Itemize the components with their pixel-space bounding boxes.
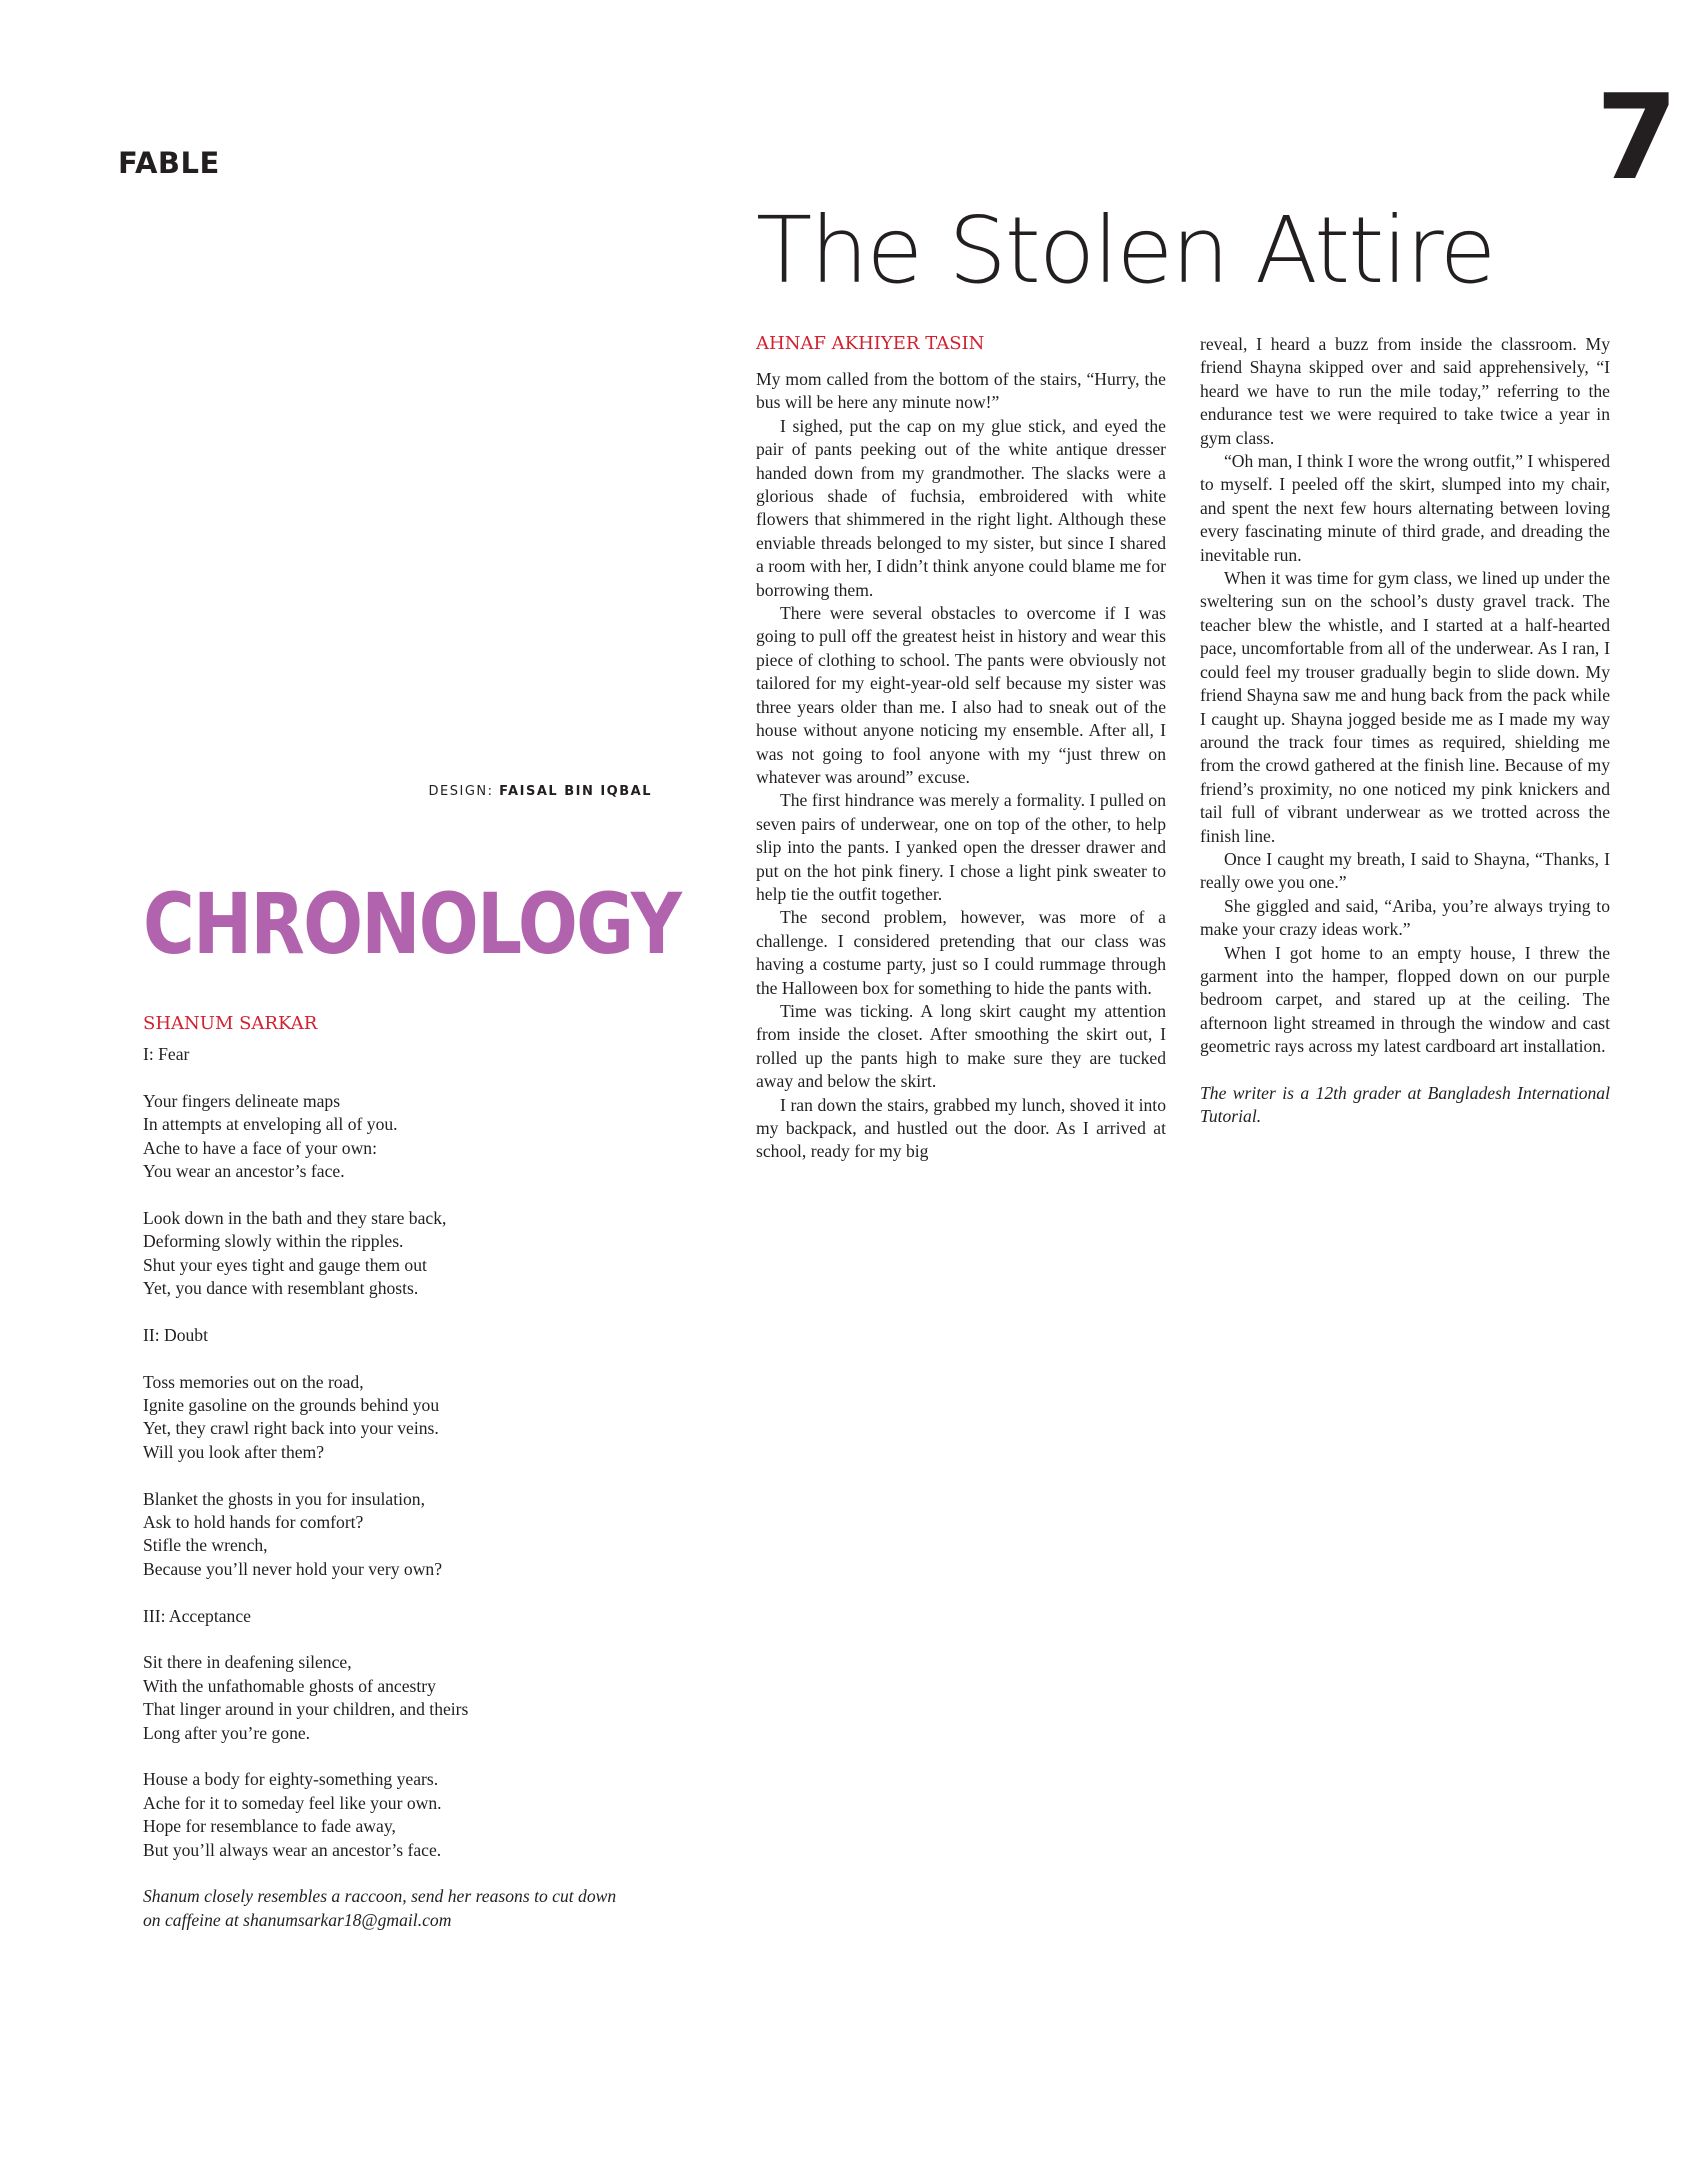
story-paragraph: When I got home to an empty house, I threw the garment into the hamper, flopped down on our purple bedroom carpet, and stared up at the ceiling. The afternoon light streamed in through the window and cast geometric rays across my latest cardboard art installation.: [1200, 942, 1610, 1057]
story-column-2: [1200, 333, 1610, 1128]
poem-stanza: [143, 1207, 663, 1301]
story-paragraph: Once I caught my breath, I said to Shayna, “Thanks, I really owe you one.”: [1200, 848, 1610, 893]
poem-line: Sit there in deafening silence,: [143, 1652, 352, 1673]
story-paragraph: I sighed, put the cap on my glue stick, and eyed the pair of pants peeking out of the white antique dresser handed down from my grandmother. The slacks were a glorious shade of fuchsia, embroidered with white flowers that shimmered in the right light. Although these enviable threads belonged to my sister, but since I shared a room with her, I didn’t think anyone could blame me for borrowing them.: [756, 415, 1166, 600]
poem-section-heading: III: Acceptance: [143, 1605, 251, 1626]
story-paragraph: The second problem, however, was more of a challenge. I considered pretending that our class was having a costume party, just so I could rummage through the Halloween box for something to hide the pants with.: [756, 907, 1166, 998]
story-column-1: [756, 368, 1166, 1164]
poem-line: But you’ll always wear an ancestor’s face.: [143, 1839, 442, 1860]
poem-section-heading: II: Doubt: [143, 1324, 208, 1345]
story-paragraph: She giggled and said, “Ariba, you’re always trying to make your crazy ideas work.”: [1200, 895, 1610, 940]
poem-note-line: Shanum closely resembles a raccoon, send her reasons to cut down: [143, 1886, 617, 1907]
poem-stanza: [143, 1488, 663, 1582]
poem-line: Yet, they crawl right back into your veins.: [143, 1418, 439, 1439]
poem-line: Ache for it to someday feel like your own.: [143, 1792, 442, 1813]
design-credit-label: DESIGN:: [428, 784, 494, 799]
design-credit-name: FAISAL BIN IQBAL: [499, 784, 652, 799]
poem-line: Toss memories out on the road,: [143, 1371, 364, 1392]
section-label: FABLE: [118, 146, 220, 180]
poem-line: Will you look after them?: [143, 1441, 325, 1462]
poem-line: Ask to hold hands for comfort?: [143, 1512, 364, 1533]
poem-line: In attempts at enveloping all of you.: [143, 1114, 398, 1135]
poem-stanza: [143, 1090, 663, 1184]
story-paragraph: When it was time for gym class, we lined up under the sweltering sun on the school’s dusty gravel track. The teacher blew the whistle, and I started at a half-hearted pace, uncomfortable from all of the underwear. As I ran, I could feel my trouser gradually begin to slide down. My friend Shayna saw me and hung back from the pack while I caught up. Shayna jogged beside me as I made my way around the track four times as required, shielding me from the crowd gathered at the finish line. Because of my friend’s proximity, no one noticed my pink knickers and tail full of vibrant underwear as we trotted across the finish line.: [1200, 568, 1610, 846]
poem-line: Deforming slowly within the ripples.: [143, 1231, 404, 1252]
poem-line: Hope for resemblance to fade away,: [143, 1816, 396, 1837]
poem-section-heading: I: Fear: [143, 1044, 190, 1064]
poem-line: Long after you’re gone.: [143, 1722, 311, 1743]
poem-line: Because you’ll never hold your very own?: [143, 1558, 442, 1579]
poem-line: Your fingers delineate maps: [143, 1090, 341, 1111]
poem-line: You wear an ancestor’s face.: [143, 1161, 345, 1182]
poem-body: [143, 1043, 663, 1932]
poem-author: SHANUM SARKAR: [143, 1013, 318, 1034]
poem-stanza: [143, 1371, 663, 1465]
story-paragraph: reveal, I heard a buzz from inside the classroom. My friend Shayna skipped over and said apprehensively, “I heard we have to run the mile today,” referring to the endurance test we were required to take twice a year in gym class.: [1200, 334, 1610, 448]
poem-stanza: [143, 1768, 663, 1862]
poem-line: Look down in the bath and they stare back,: [143, 1207, 447, 1228]
poem-line: House a body for eighty-something years.: [143, 1769, 439, 1790]
poem-line: Ignite gasoline on the grounds behind you: [143, 1395, 440, 1416]
poem-line: Shut your eyes tight and gauge them out: [143, 1254, 427, 1275]
story-paragraph: There were several obstacles to overcome if I was going to pull off the greatest heist in history and wear this piece of clothing to school. The pants were obviously not tailored for my eight-year-old self because my sister was three years older than me. I also had to sneak out of the house without anyone noticing my ensemble. After all, I was not going to fool anyone with my “just threw on whatever was around” excuse.: [756, 603, 1166, 787]
poem-line: That linger around in your children, and theirs: [143, 1699, 469, 1720]
poem-line: Ache to have a face of your own:: [143, 1137, 377, 1158]
poem-line: With the unfathomable ghosts of ancestry: [143, 1675, 436, 1696]
poem-line: Stifle the wrench,: [143, 1535, 268, 1556]
design-credit: [300, 784, 652, 799]
story-paragraph: My mom called from the bottom of the stairs, “Hurry, the bus will be here any minute now!”: [756, 369, 1166, 413]
story-title: The Stolen Attire: [756, 197, 1495, 304]
poem-title: CHRONOLOGY: [143, 875, 681, 973]
poem-line: Blanket the ghosts in you for insulation,: [143, 1488, 425, 1509]
poem-author-note: [143, 1885, 663, 1932]
story-author: AHNAF AKHIYER TASIN: [756, 333, 985, 354]
story-paragraph: Time was ticking. A long skirt caught my attention from inside the closet. After smoothing the skirt out, I rolled up the pants high to make sure they are tucked away and below the skirt.: [756, 1000, 1166, 1092]
page-number: 7: [1595, 68, 1678, 206]
writer-note: The writer is a 12th grader at Bangladesh International Tutorial.: [1200, 1082, 1610, 1126]
story-paragraph: “Oh man, I think I wore the wrong outfit,” I whispered to myself. I peeled off the skirt, slumped into my chair, and spent the next few hours alternating between loving every fascinating minute of third grade, and dreading the inevitable run.: [1200, 451, 1610, 565]
poem-line: Yet, you dance with resemblant ghosts.: [143, 1278, 419, 1299]
story-paragraph: The first hindrance was merely a formality. I pulled on seven pairs of underwear, one on top of the other, to help slip into the pants. I yanked open the dresser drawer and put on the hot pink finery. I chose a light pink sweater to help tie the outfit together.: [756, 790, 1166, 904]
poem-note-line: on caffeine at shanumsarkar18@gmail.com: [143, 1909, 452, 1930]
story-paragraph: I ran down the stairs, grabbed my lunch, shoved it into my backpack, and hustled out the door. As I arrived at school, ready for my big: [756, 1094, 1166, 1162]
poem-stanza: [143, 1651, 663, 1745]
